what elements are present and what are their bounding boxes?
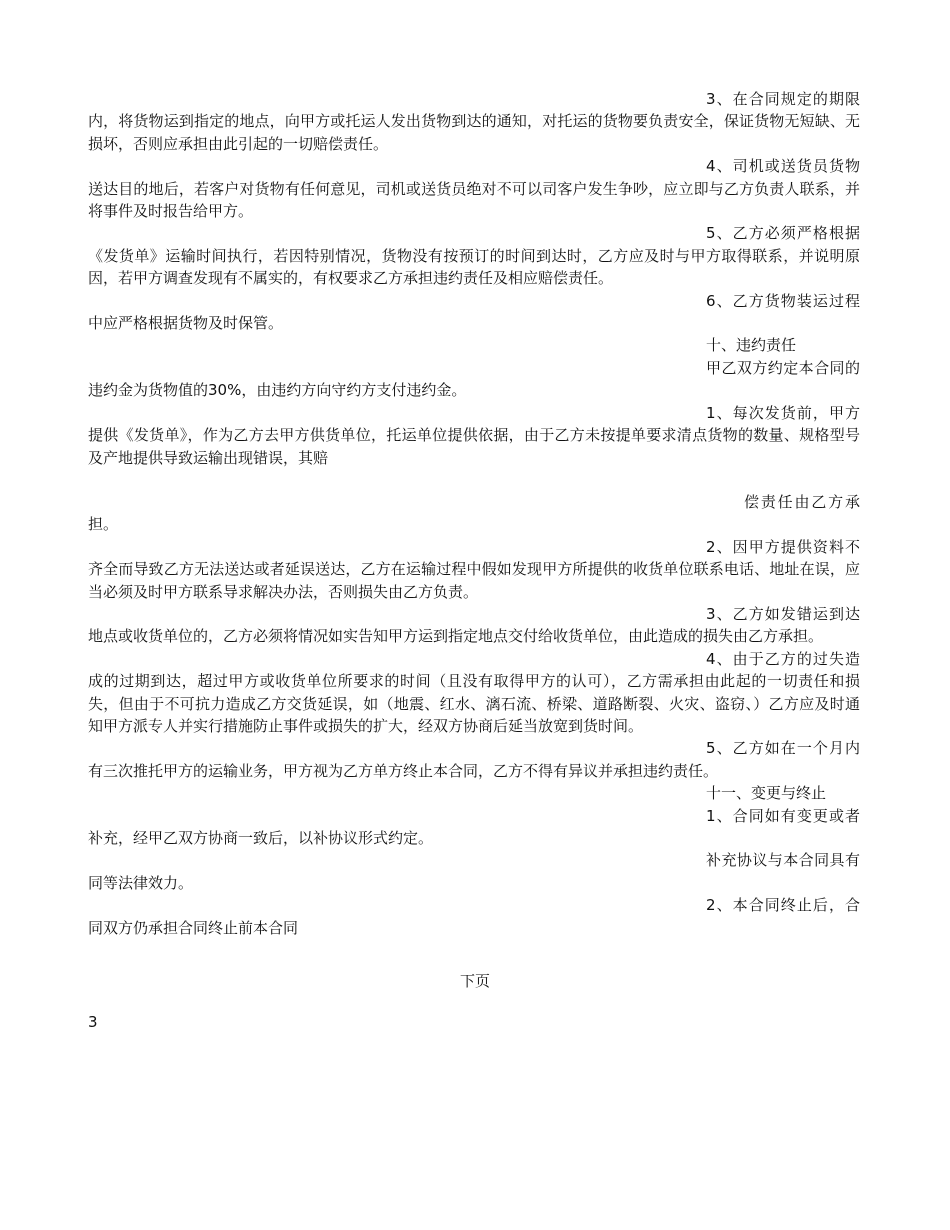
section-heading: 十、违约责任 <box>706 336 797 355</box>
paragraph: 补充协议与本合同具有同等法律效力。 <box>88 851 860 892</box>
section-heading: 十一、变更与终止 <box>706 784 827 803</box>
paragraph: 2、因甲方提供资料不齐全而导致乙方无法送达或者延误送达，乙方在运输过程中假如发现甲方所提供的收货单位联系电话、地址在误，应当必须及时甲方联系导求解决办法，否则损失由乙方负责。 <box>88 537 860 601</box>
paragraph: 1、每次发货前，甲方提供《发货单》，作为乙方去甲方供货单位，托运单位提供依据，由于乙方未按提单要求清点货物的数量、规格型号及产地提供导致运输出现错误，其赔 <box>88 403 860 467</box>
paragraph: 1、合同如有变更或者补充，经甲乙双方协商一致后，以补协议形式约定。 <box>88 806 860 847</box>
paragraph: 6、乙方货物装运过程中应严格根据货物及时保管。 <box>88 291 860 333</box>
paragraph: 3、乙方如发错运到达地点或收货单位的，乙方必须将情况如实告知甲方运到指定地点交付给收货单位，由此造成的损失由乙方承担。 <box>88 604 860 646</box>
paragraph: 2、本合同终止后，合同双方仍承担合同终止前本合同 <box>88 896 860 937</box>
paragraph: 4、司机或送货员货物送达目的地后，若客户对货物有任何意见，司机或送货员绝对不可以司客户发生争吵，应立即与乙方负责人联系，并将事件及时报告给甲方。 <box>88 157 860 221</box>
paragraph: 甲乙双方约定本合同的违约金为货物值的30%，由违约方向守约方支付违约金。 <box>88 358 860 400</box>
paragraph: 偿责任由乙方承担。 <box>88 492 860 534</box>
contract-body <box>88 88 860 939</box>
paragraph: 4、由于乙方的过失造成的过期到达，超过甲方或收货单位所要求的时间（且没有取得甲方的认可），乙方需承担由此起的一切责任和损失，但由于不可抗力造成乙方交货延误，如（地震、红水、漓石流、桥梁、道路断裂、火灾、盗窃、）乙方应及时通知甲方派专人并实行措施防止事件或损失的扩大，经双方协商后延当放宽到货时间。 <box>88 649 860 735</box>
next-page-label: 下页 <box>459 972 490 990</box>
page-number: 3 <box>88 1013 98 1031</box>
paragraph: 5、乙方如在一个月内有三次推托甲方的运输业务，甲方视为乙方单方终止本合同，乙方不得有异议并承担违约责任。 <box>88 739 860 780</box>
paragraph: 3、在合同规定的期限内，将货物运到指定的地点，向甲方或托运人发出货物到达的通知，对托运的货物要负责安全，保证货物无短缺、无损坏，否则应承担由此引起的一切赔偿责任。 <box>88 90 860 153</box>
paragraph: 5、乙方必须严格根据《发货单》运输时间执行，若因特别情况，货物没有按预订的时间到达时，乙方应及时与甲方取得联系，并说明原因，若甲方调查发现有不属实的，有权要求乙方承担违约责任及相应赔偿责任。 <box>88 224 860 288</box>
